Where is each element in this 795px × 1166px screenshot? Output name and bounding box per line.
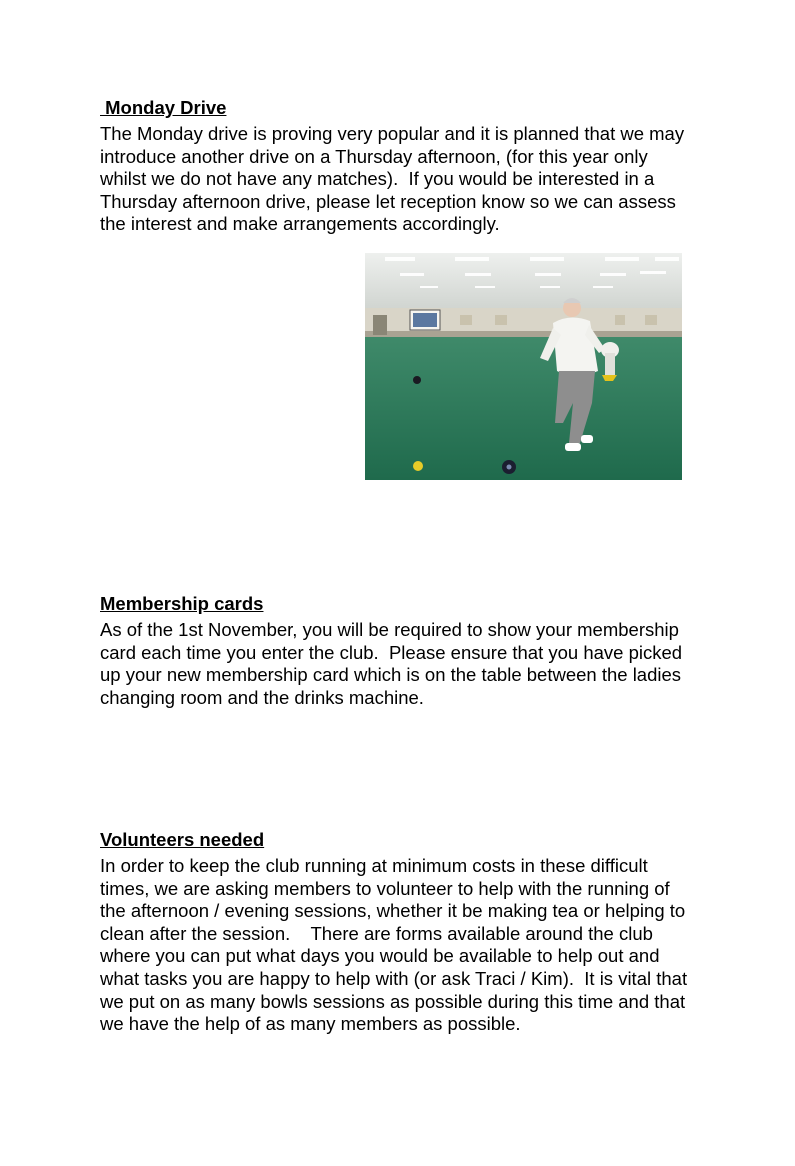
paragraph-line: the afternoon / evening sessions, whether it be making tea or helping to bbox=[100, 900, 686, 922]
paragraph-line: In order to keep the club running at minimum costs in these difficult bbox=[100, 855, 648, 876]
paragraph-line: As of the 1st November, you will be required to show your membership bbox=[100, 619, 679, 640]
paragraph-line: we have the help of as many members as possible. bbox=[100, 1013, 521, 1035]
paragraph-line: changing room and the drinks machine. bbox=[100, 686, 424, 708]
paragraph-line: Thursday afternoon drive, please let reception know so we can assess bbox=[100, 190, 676, 212]
bowls-rink-photo bbox=[365, 253, 682, 480]
section-membership-cards bbox=[100, 593, 740, 709]
paragraph-line: where you can put what days you would be available to help out and bbox=[100, 945, 660, 967]
paragraph-line: times, we are asking members to volunteer to help with the running of bbox=[100, 877, 670, 899]
paragraph-line: card each time you enter the club. Please ensure that you have picked bbox=[100, 641, 683, 663]
paragraph-line: what tasks you are happy to help with (or ask Traci / Kim). It is vital that bbox=[100, 967, 688, 989]
paragraph-line: up your new membership card which is on the table between the ladies bbox=[100, 664, 682, 686]
paragraph-line: The Monday drive is proving very popular and it is planned that we may bbox=[100, 123, 685, 144]
paragraph-line: clean after the session. There are forms available around the club bbox=[100, 922, 653, 944]
paragraph-line: introduce another drive on a Thursday afternoon, (for this year only bbox=[100, 145, 648, 167]
paragraph-line: we put on as many bowls sessions as possible during this time and that bbox=[100, 990, 686, 1012]
section-volunteers-needed bbox=[100, 829, 740, 1036]
section-heading: Membership cards bbox=[100, 593, 264, 614]
section-monday-drive bbox=[100, 97, 740, 236]
paragraph-line: whilst we do not have any matches). If you would be interested in a bbox=[100, 168, 655, 190]
paragraph-line: the interest and make arrangements accordingly. bbox=[100, 213, 500, 235]
section-heading: Monday Drive bbox=[100, 97, 227, 118]
section-heading: Volunteers needed bbox=[100, 829, 265, 850]
